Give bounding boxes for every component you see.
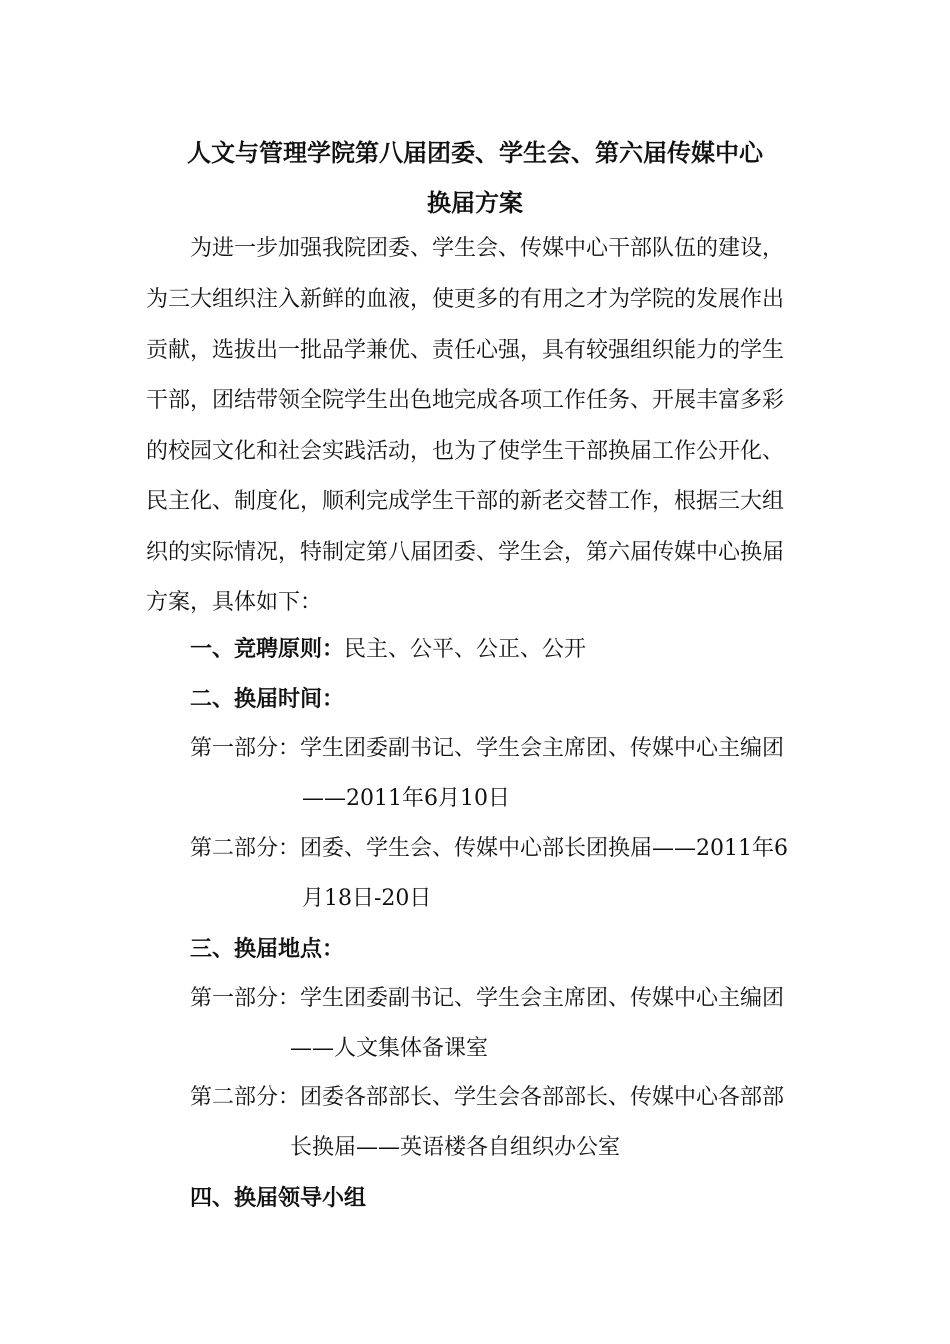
section-1 (190, 634, 586, 665)
section-1-text: 民主、公平、公正、公开 (344, 637, 587, 662)
section-1-heading: 一、竞聘原则： (190, 636, 345, 662)
intro-line: 贡献，选拔出一批品学兼优、责任心强，具有较强组织能力的学生 (146, 338, 785, 363)
section-2-part-2-date: 月18日-20日 (302, 886, 432, 911)
intro-line: 民主化、制度化，顺利完成学生干部的新老交替工作，根据三大组 (146, 489, 785, 514)
section-2-part-1: 第一部分：学生团委副书记、学生会主席团、传媒中心主编团 (190, 736, 785, 761)
section-4-heading: 四、换届领导小组 (190, 1185, 367, 1211)
section-2-heading: 二、换届时间： (190, 686, 345, 712)
intro-line: 方案，具体如下： (146, 590, 323, 615)
section-3-part-1-location: ——人文集体备课室 (290, 1036, 489, 1061)
section-3-part-2-location: 长换届——英语楼各自组织办公室 (290, 1135, 621, 1160)
section-2-part-2: 第二部分：团委、学生会、传媒中心部长团换届——2011年6 (190, 836, 788, 861)
document-title-line-1: 人文与管理学院第八届团委、学生会、第六届传媒中心 (187, 138, 763, 167)
intro-line: 织的实际情况，特制定第八届团委、学生会，第六届传媒中心换届 (146, 540, 785, 565)
section-3-part-1: 第一部分：学生团委副书记、学生会主席团、传媒中心主编团 (190, 986, 785, 1011)
document-title-line-2: 换届方案 (427, 188, 523, 217)
intro-line: 干部，团结带领全院学生出色地完成各项工作任务、开展丰富多彩 (146, 388, 785, 413)
section-3-part-2: 第二部分：团委各部部长、学生会各部部长、传媒中心各部部 (190, 1085, 785, 1110)
intro-line: 为三大组织注入新鲜的血液，使更多的有用之才为学院的发展作出 (146, 287, 785, 312)
section-3-heading: 三、换届地点： (190, 936, 345, 962)
section-2-part-1-date: ——2011年6月10日 (302, 786, 510, 811)
intro-line: 为进一步加强我院团委、学生会、传媒中心干部队伍的建设， (190, 236, 785, 261)
intro-line: 的校园文化和社会实践活动，也为了使学生干部换届工作公开化、 (146, 439, 785, 464)
